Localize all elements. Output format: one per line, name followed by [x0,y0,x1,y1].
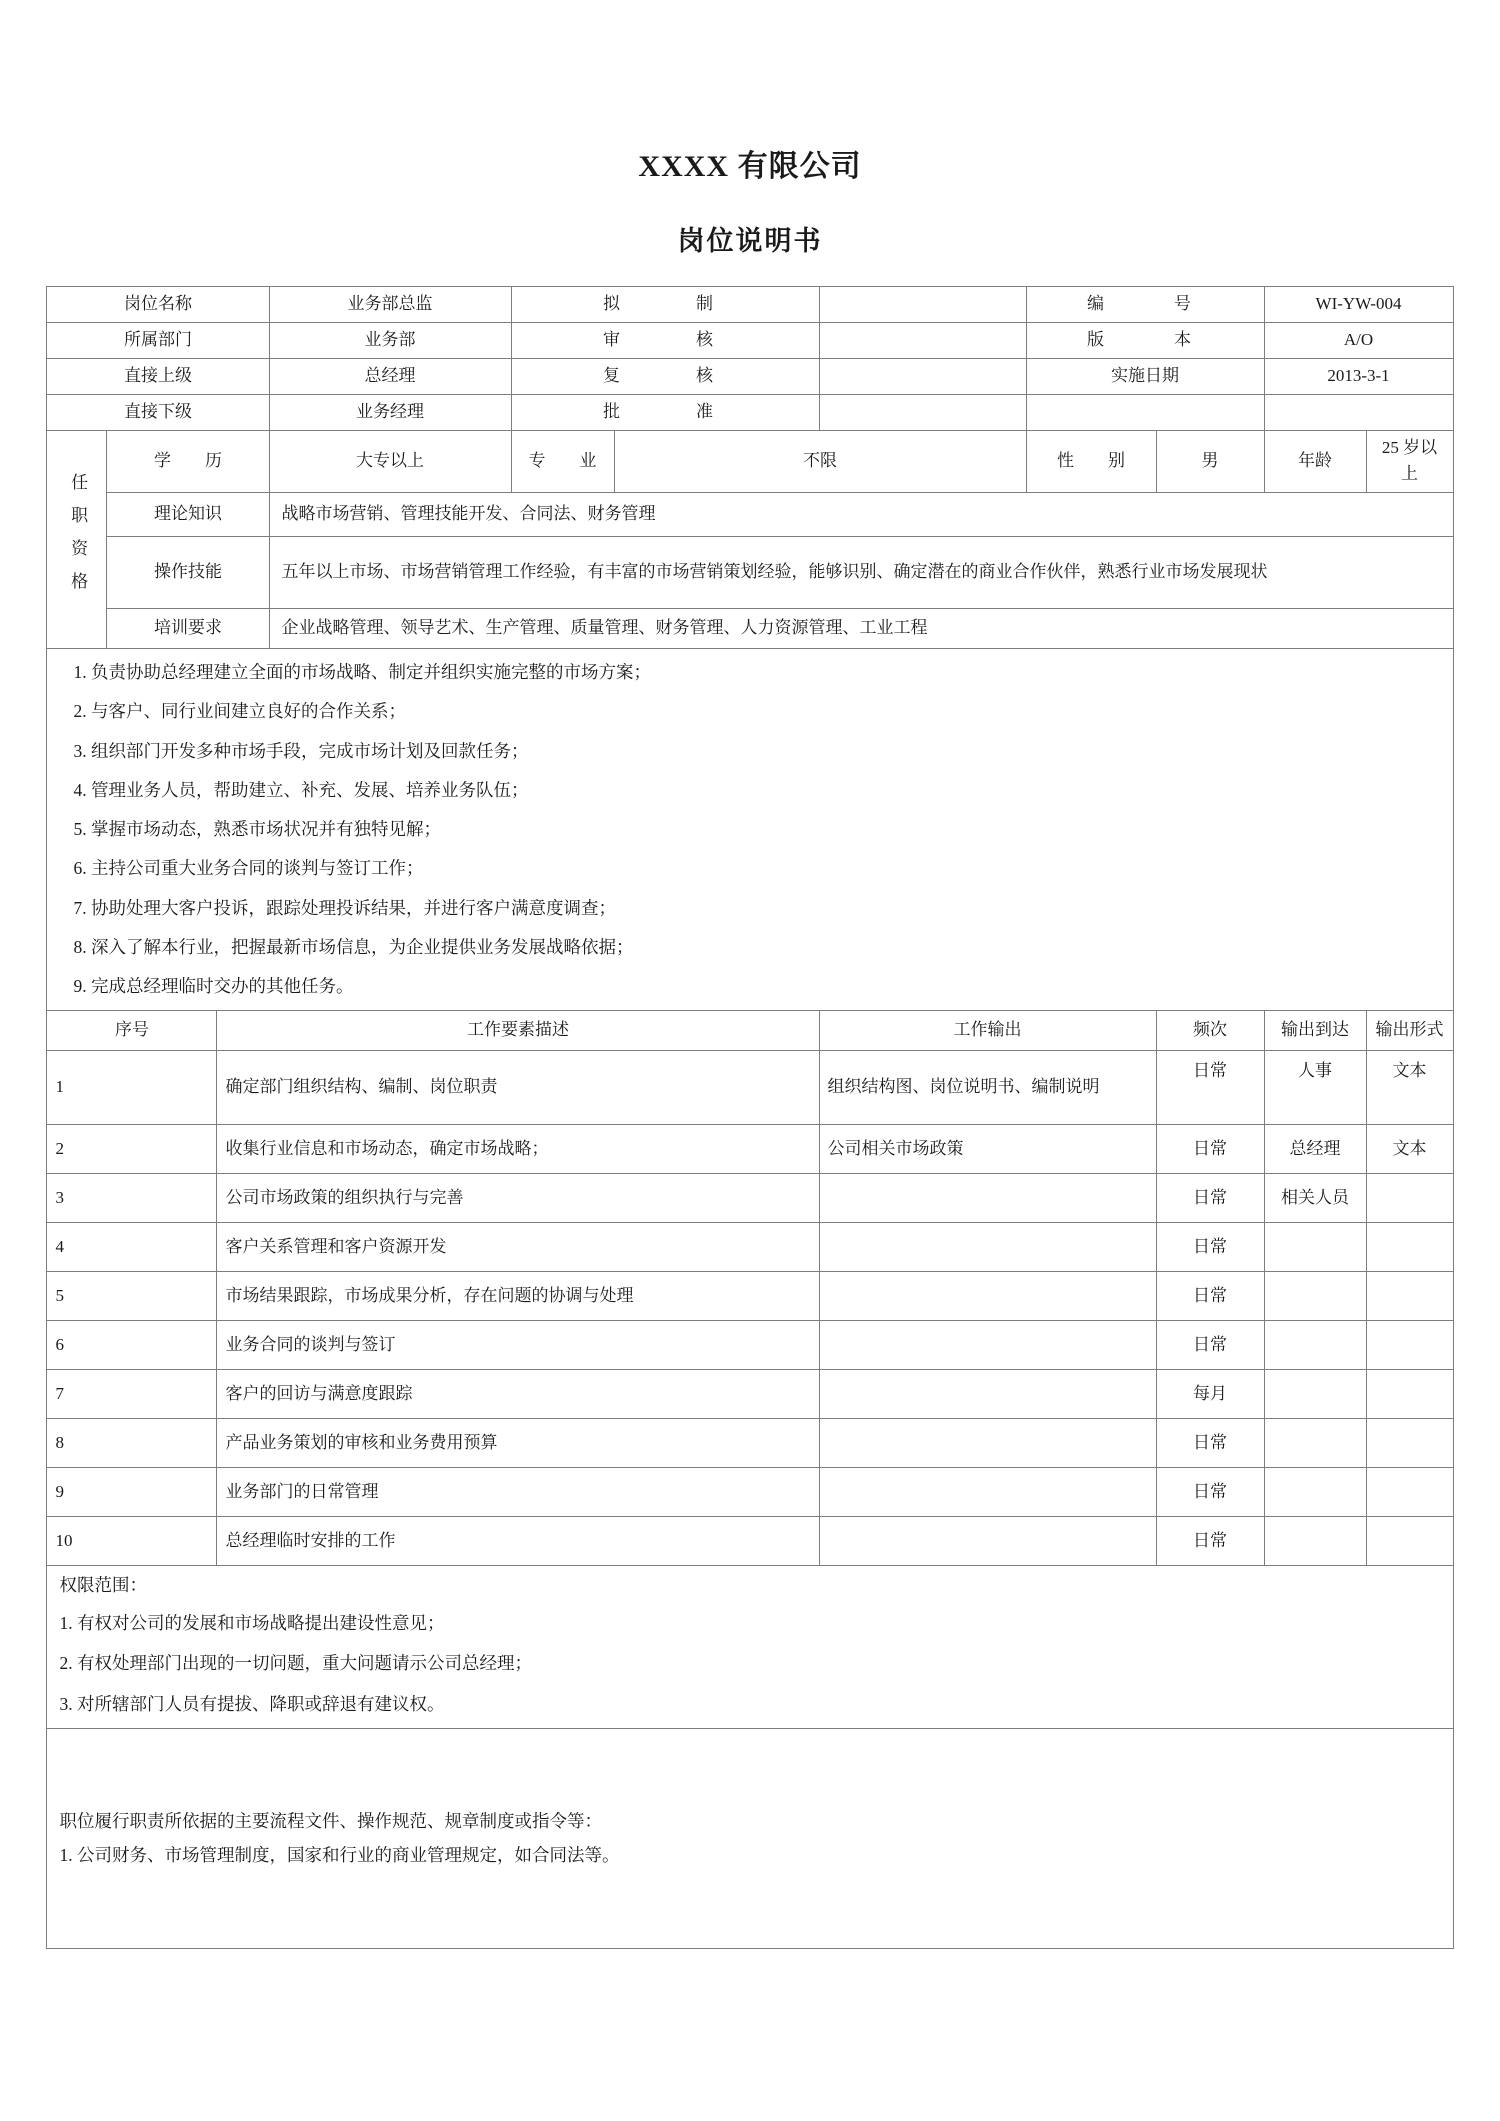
list-item: 4. 管理业务人员，帮助建立、补充、发展、培养业务队伍； [73,779,529,800]
table-row [47,1320,1453,1369]
cell-output-form [1366,1222,1453,1271]
cell-output-form [1366,1418,1453,1467]
cell-description: 公司市场政策的组织执行与完善 [217,1173,819,1222]
cell-output: 组织结构图、岗位说明书、编制说明 [819,1050,1156,1124]
cell-output [819,1467,1156,1516]
table-row [47,1271,1453,1320]
label-version: 版 本 [1026,323,1264,359]
cell-seq: 7 [47,1369,217,1418]
page-title: XXXX 有限公司 [638,150,862,183]
cell-output-to [1264,1516,1366,1565]
label-direct-subordinate: 直接下级 [47,395,269,431]
table-row-direct-superior [47,359,1453,395]
cell-description: 客户关系管理和客户资源开发 [217,1222,819,1271]
cell-frequency: 日常 [1156,1467,1264,1516]
cell-frequency: 日常 [1156,1222,1264,1271]
value-training-requirement: 企业战略管理、领导艺术、生产管理、质量管理、财务管理、人力资源管理、工业工程 [269,608,1453,648]
table-row [47,1222,1453,1271]
cell-output [819,1516,1156,1565]
cell-output-form: 文本 [1366,1124,1453,1173]
table-row [47,1124,1453,1173]
cell-description: 业务合同的谈判与签订 [217,1320,819,1369]
cell-output-form: 文本 [1366,1050,1453,1124]
list-item: 3. 对所辖部门人员有提拔、降职或辞退有建议权。 [59,1693,445,1714]
table-row [47,1467,1453,1516]
cell-output-to: 总经理 [1264,1124,1366,1173]
cell-description: 客户的回访与满意度跟踪 [217,1369,819,1418]
value-reviewed-by [819,323,1026,359]
basis-cell [47,1728,1453,1948]
cell-output-form [1366,1467,1453,1516]
table-row [47,1516,1453,1565]
qualification-vertical-label: 任职资格 [47,431,107,649]
value-approved-by [819,395,1026,431]
value-empty-meta [1264,395,1453,431]
cell-seq: 9 [47,1467,217,1516]
cell-output [819,1173,1156,1222]
value-position-name: 业务部总监 [269,287,511,323]
table-row-authority [47,1565,1453,1728]
cell-description: 总经理临时安排的工作 [217,1516,819,1565]
table-row-basis [47,1728,1453,1948]
authority-list [55,1603,1444,1724]
value-direct-subordinate: 业务经理 [269,395,511,431]
cell-description: 收集行业信息和市场动态，确定市场战略； [217,1124,819,1173]
value-drafted-by [819,287,1026,323]
cell-output-form [1366,1173,1453,1222]
cell-frequency: 日常 [1156,1320,1264,1369]
cell-frequency: 日常 [1156,1516,1264,1565]
value-theory-knowledge: 战略市场营销、管理技能开发、合同法、财务管理 [269,492,1453,536]
table-row-training-requirement [47,608,1453,648]
cell-frequency: 日常 [1156,1271,1264,1320]
label-approved-by: 批 准 [511,395,819,431]
label-doc-number: 编 号 [1026,287,1264,323]
cell-output-form [1366,1369,1453,1418]
cell-output [819,1418,1156,1467]
col-header-output: 工作输出 [819,1010,1156,1050]
table-row-position-name [47,287,1453,323]
label-effective-date: 实施日期 [1026,359,1264,395]
cell-output [819,1222,1156,1271]
cell-frequency: 日常 [1156,1418,1264,1467]
list-item: 3. 组织部门开发多种市场手段，完成市场计划及回款任务； [73,740,529,761]
basis-heading: 职位履行职责所依据的主要流程文件、操作规范、规章制度或指令等： [59,1811,602,1832]
col-header-description: 工作要素描述 [217,1010,819,1050]
cell-seq: 8 [47,1418,217,1467]
cell-output-to [1264,1369,1366,1418]
duties-cell [47,648,1453,1010]
cell-frequency: 日常 [1156,1050,1264,1124]
authority-heading: 权限范围： [59,1574,147,1595]
cell-output: 公司相关市场政策 [819,1124,1156,1173]
duties-list [55,653,1444,1006]
col-header-frequency: 频次 [1156,1010,1264,1050]
list-item: 2. 有权处理部门出现的一切问题，重大问题请示公司总经理； [59,1653,532,1674]
cell-seq: 1 [47,1050,217,1124]
authority-cell [47,1565,1453,1728]
table-row [47,1050,1453,1124]
cell-description: 确定部门组织结构、编制、岗位职责 [217,1050,819,1124]
table-row-department [47,323,1453,359]
list-item: 7. 协助处理大客户投诉，跟踪处理投诉结果，并进行客户满意度调查； [73,897,616,918]
value-version: A/O [1264,323,1453,359]
cell-description: 产品业务策划的审核和业务费用预算 [217,1418,819,1467]
cell-seq: 6 [47,1320,217,1369]
cell-output-to [1264,1320,1366,1369]
list-item: 9. 完成总经理临时交办的其他任务。 [73,976,354,997]
cell-output-to [1264,1222,1366,1271]
cell-output [819,1271,1156,1320]
cell-output-to [1264,1271,1366,1320]
list-item: 5. 掌握市场动态，熟悉市场状况并有独特见解； [73,819,441,840]
col-header-seq: 序号 [47,1010,217,1050]
value-rechecked-by [819,359,1026,395]
cell-seq: 4 [47,1222,217,1271]
value-operation-skill: 五年以上市场、市场营销管理工作经验，有丰富的市场营销策划经验，能够识别、确定潜在的商业合作伙伴，熟悉行业市场发展现状 [269,536,1453,608]
value-age: 25 岁以上 [1366,431,1453,493]
value-doc-number: WI-YW-004 [1264,287,1453,323]
cell-output-to [1264,1467,1366,1516]
page-subtitle: 岗位说明书 [677,226,823,256]
label-operation-skill: 操作技能 [107,536,269,608]
table-row-theory-knowledge [47,492,1453,536]
value-major: 不限 [614,431,1026,493]
label-rechecked-by: 复 核 [511,359,819,395]
cell-output-form [1366,1271,1453,1320]
cell-description: 市场结果跟踪，市场成果分析，存在问题的协调与处理 [217,1271,819,1320]
cell-seq: 2 [47,1124,217,1173]
label-direct-superior: 直接上级 [47,359,269,395]
list-item: 2. 与客户、同行业间建立良好的合作关系； [73,701,406,722]
value-gender: 男 [1156,431,1264,493]
cell-frequency: 每月 [1156,1369,1264,1418]
label-department: 所属部门 [47,323,269,359]
cell-output [819,1369,1156,1418]
cell-output-to [1264,1418,1366,1467]
cell-output-form [1366,1516,1453,1565]
value-education: 大专以上 [269,431,511,493]
label-major: 专 业 [511,431,614,493]
cell-seq: 10 [47,1516,217,1565]
label-drafted-by: 拟 制 [511,287,819,323]
label-education: 学 历 [107,431,269,493]
label-theory-knowledge: 理论知识 [107,492,269,536]
label-age: 年龄 [1264,431,1366,493]
table-row [47,1369,1453,1418]
table-row-direct-subordinate [47,395,1453,431]
cell-output-to: 相关人员 [1264,1173,1366,1222]
list-item: 6. 主持公司重大业务合同的谈判与签订工作； [73,858,424,879]
job-description-table [46,286,1453,1949]
table-row-education [47,431,1453,493]
cell-output-form [1366,1320,1453,1369]
table-row-work-header [47,1010,1453,1050]
list-item: 8. 深入了解本行业，把握最新市场信息，为企业提供业务发展战略依据； [73,936,634,957]
cell-frequency: 日常 [1156,1173,1264,1222]
cell-description: 业务部门的日常管理 [217,1467,819,1516]
basis-item: 1. 公司财务、市场管理制度，国家和行业的商业管理规定，如合同法等。 [59,1845,620,1866]
list-item: 1. 负责协助总经理建立全面的市场战略、制定并组织实施完整的市场方案； [73,662,651,683]
col-header-output-form: 输出形式 [1366,1010,1453,1050]
cell-output-to: 人事 [1264,1050,1366,1124]
list-item: 1. 有权对公司的发展和市场战略提出建设性意见； [59,1613,445,1634]
table-row [47,1418,1453,1467]
table-row [47,1173,1453,1222]
cell-seq: 5 [47,1271,217,1320]
table-row-operation-skill [47,536,1453,608]
value-department: 业务部 [269,323,511,359]
value-effective-date: 2013-3-1 [1264,359,1453,395]
label-reviewed-by: 审 核 [511,323,819,359]
table-row-duties [47,648,1453,1010]
label-training-requirement: 培训要求 [107,608,269,648]
col-header-output-to: 输出到达 [1264,1010,1366,1050]
value-direct-superior: 总经理 [269,359,511,395]
cell-output [819,1320,1156,1369]
label-position-name: 岗位名称 [47,287,269,323]
label-gender: 性 别 [1026,431,1156,493]
cell-frequency: 日常 [1156,1124,1264,1173]
label-empty-meta [1026,395,1264,431]
cell-seq: 3 [47,1173,217,1222]
